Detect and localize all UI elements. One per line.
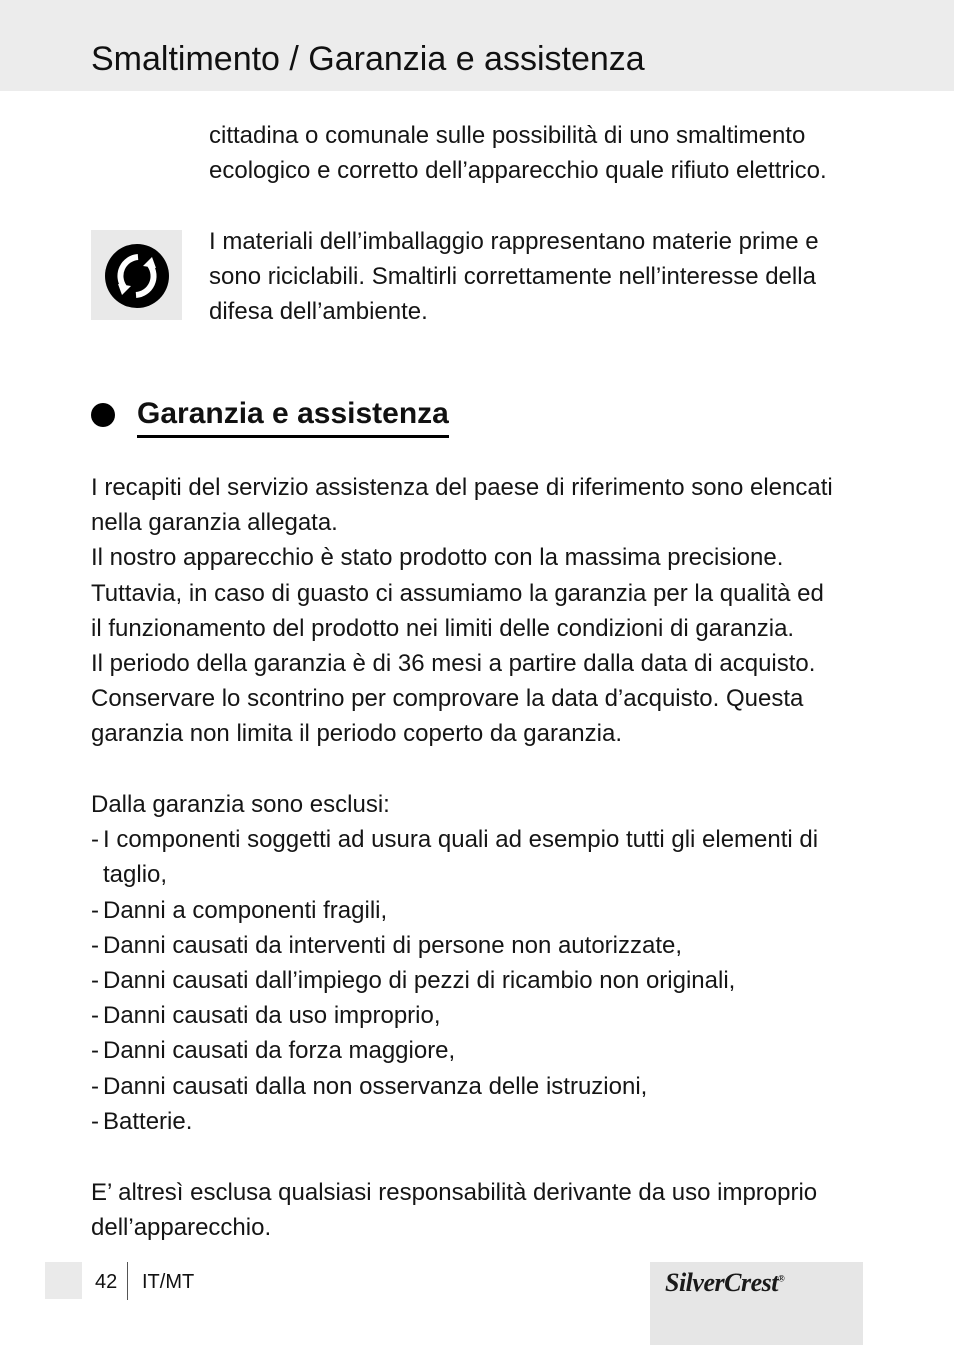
text-line: dell’apparecchio. (91, 1214, 272, 1242)
list-item: - Danni causati dalla non osservanza delle istruzioni, (91, 1072, 648, 1100)
text-line: Conservare lo scontrino per comprovare la data d’acquisto. Questa (91, 685, 804, 713)
exclusions-section (91, 787, 818, 1139)
text-line: sono riciclabili. Smaltirli correttamente nell’interesse della (209, 263, 816, 291)
language-code: IT/MT (142, 1271, 195, 1293)
exclusions-intro: Dalla garanzia sono esclusi: (91, 791, 390, 818)
footer-marker (45, 1262, 82, 1299)
header-band (0, 0, 954, 91)
footer-divider (127, 1262, 128, 1300)
registered-mark: ® (777, 1273, 785, 1284)
text-line: garanzia non limita il periodo coperto da garanzia. (91, 720, 622, 748)
brand-logo (665, 1268, 784, 1298)
section-heading-text: Garanzia e assistenza (137, 393, 449, 438)
list-item: - Danni causati da forza maggiore, (91, 1037, 456, 1065)
packaging-paragraph (209, 224, 819, 330)
recycling-green-dot-icon (91, 230, 182, 320)
list-item: - Danni causati da interventi di persone non autorizzate, (91, 931, 683, 959)
text-line: I materiali dell’imballaggio rappresentano materie prime e (209, 228, 819, 255)
text-line: E’ altresì esclusa qualsiasi responsabilità derivante da uso improprio (91, 1179, 818, 1206)
text-line: cittadina o comunale sulle possibilità di uno smaltimento (209, 122, 806, 149)
text-line: Il nostro apparecchio è stato prodotto con la massima precisione. (91, 544, 784, 572)
page-title: Smaltimento / Garanzia e assistenza (91, 40, 645, 78)
text-line: Tuttavia, in caso di guasto ci assumiamo la garanzia per la qualità ed (91, 579, 824, 607)
brand-logo-box (650, 1262, 863, 1345)
list-item: - I componenti soggetti ad usura quali ad esempio tutti gli elementi di (91, 826, 819, 854)
brand-name: SilverCrest (665, 1268, 778, 1297)
list-item: - Batterie. (91, 1107, 193, 1135)
text-line: difesa dell’ambiente. (209, 298, 428, 326)
text-line: Il periodo della garanzia è di 36 mesi a partire dalla data di acquisto. (91, 650, 816, 678)
text-line: I recapiti del servizio assistenza del paese di riferimento sono elencati (91, 474, 833, 501)
list-item: - Danni causati da uso improprio, (91, 1002, 441, 1030)
disposal-continuation (209, 118, 827, 188)
recycling-icon-box (91, 230, 182, 320)
heading-bullet-icon (91, 403, 115, 427)
text-line: ecologico e corretto dell’apparecchio quale rifiuto elettrico. (209, 157, 827, 185)
text-line: il funzionamento del prodotto nei limiti delle condizioni di garanzia. (91, 614, 795, 642)
text-line: nella garanzia allegata. (91, 509, 338, 537)
page-number: 42 (95, 1271, 118, 1293)
list-item: - Danni a componenti fragili, (91, 896, 388, 924)
warranty-intro (91, 470, 833, 752)
list-item: - Danni causati dall’impiego di pezzi di ricambio non originali, (91, 967, 736, 995)
list-item-continuation: taglio, (103, 861, 168, 889)
closing-paragraph (91, 1175, 817, 1245)
